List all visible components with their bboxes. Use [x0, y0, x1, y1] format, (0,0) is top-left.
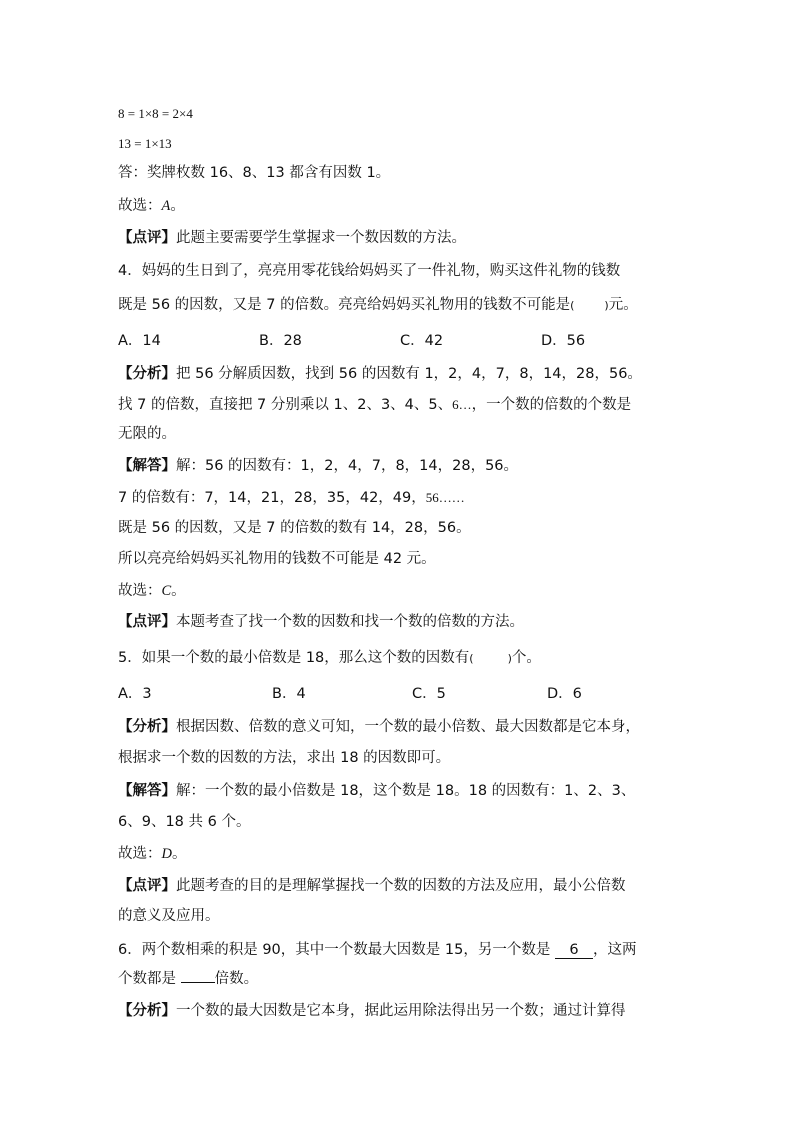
q5-choice-line: 故选：D。: [118, 846, 187, 862]
q4-review-line: 【点评】本题考查了找一个数的因数和找一个数的倍数的方法。: [118, 614, 524, 630]
q4-option-c: C．42: [400, 333, 444, 349]
q4-choice-line: 故选：C。: [118, 583, 186, 599]
q5-review-line-2: 的意义及应用。: [118, 908, 220, 924]
q4-answer-paren: ( ): [570, 299, 609, 312]
q5-option-d: D．6: [547, 686, 582, 702]
q4-choice-answer: C: [161, 583, 172, 599]
equation-13: 13 = 1×13: [118, 136, 172, 151]
q5-analysis-line-1: 【分析】根据因数、倍数的意义可知，一个数的最小倍数、最大因数都是它本身，: [118, 719, 640, 735]
q4-solution-line-2: 7 的倍数有：7，14，21，28，35，42，49，56……: [118, 490, 465, 506]
q4-option-b: B．28: [259, 333, 302, 349]
q5-analysis-line-2: 根据求一个数的因数的方法，求出 18 的因数即可。: [118, 750, 451, 766]
q4-solution-line-1: 【解答】解：56 的因数有：1，2，4，7，8，14，28，56。: [118, 458, 519, 474]
q4-stem-line-2: [118, 295, 638, 316]
q6-blank-1: 6: [555, 942, 593, 959]
q5-answer-paren: ( ): [469, 652, 512, 665]
choice-line-q3: [118, 196, 185, 216]
q4-analysis-line-3: 无限的。: [118, 426, 176, 442]
q6-stem-line-1: 6．两个数相乘的积是 90，其中一个数最大因数是 15，另一个数是 6 ，这两: [118, 942, 637, 958]
review-line-q3: [118, 228, 466, 248]
choice-suffix: 。: [170, 198, 185, 214]
q5-stem-line: 5．如果一个数的最小倍数是 18，那么这个数的因数有( )个。: [118, 648, 541, 669]
q4-option-d: D．56: [541, 333, 586, 349]
q4-stem-line-1: 4．妈妈的生日到了，亮亮用零花钱给妈妈买了一件礼物，购买这件礼物的钱数: [118, 263, 621, 279]
q4-solution-line-3: 既是 56 的因数，又是 7 的倍数的数有 14，28，56。: [118, 520, 471, 536]
q4-analysis-line-2: 找 7 的倍数，直接把 7 分别乘以 1、2、3、4、5、6…，一个数的倍数的个数是: [118, 397, 632, 413]
q5-solution-line-1: 【解答】解：一个数的最小倍数是 18，这个数是 18。18 的因数有：1、2、3、: [118, 783, 636, 799]
q4-option-a: A．14: [118, 333, 161, 349]
q5-option-c: C．5: [412, 686, 446, 702]
q5-choice-answer: D: [161, 846, 172, 862]
q4-stem-text: 既是 56 的因数，又是 7 的倍数。亮亮给妈妈买礼物用的钱数不可能是: [118, 297, 571, 313]
review-text: 此题主要需要学生掌握求一个数因数的方法。: [176, 230, 466, 246]
q4-stem-unit: 元。: [608, 297, 638, 313]
solution-tag: 【解答】: [118, 458, 176, 474]
q5-review-line-1: 【点评】此题考查的目的是理解掌握找一个数的因数的方法及应用，最小公倍数: [118, 878, 626, 894]
analysis-tag: 【分析】: [118, 366, 176, 382]
equation-8: 8 = 1×8 = 2×4: [118, 106, 193, 121]
solution-tag: 【解答】: [118, 783, 176, 799]
choice-answer: A: [161, 198, 171, 214]
answer-line: 答：奖牌枚数 16、8、13 都含有因数 1。: [118, 165, 391, 181]
review-tag: 【点评】: [118, 230, 176, 246]
q5-solution-line-2: 6、9、18 共 6 个。: [118, 814, 251, 830]
q4-solution-line-4: 所以亮亮给妈妈买礼物用的钱数不可能是 42 元。: [118, 551, 436, 567]
q4-analysis-line-1: 【分析】把 56 分解质因数，找到 56 的因数有 1，2，4，7，8，14，28，56。: [118, 366, 642, 382]
review-tag: 【点评】: [118, 878, 176, 894]
q5-option-a: A．3: [118, 686, 152, 702]
q6-stem-line-2: 个数都是 倍数。: [118, 971, 259, 987]
q6-analysis-line-1: 【分析】一个数的最大因数是它本身，据此运用除法得出另一个数；通过计算得: [118, 1003, 626, 1019]
q6-blank-2: [181, 982, 215, 983]
analysis-tag: 【分析】: [118, 1003, 176, 1019]
analysis-tag: 【分析】: [118, 719, 176, 735]
q5-option-b: B．4: [272, 686, 306, 702]
choice-prefix: 故选：: [118, 198, 162, 214]
review-tag: 【点评】: [118, 614, 176, 630]
